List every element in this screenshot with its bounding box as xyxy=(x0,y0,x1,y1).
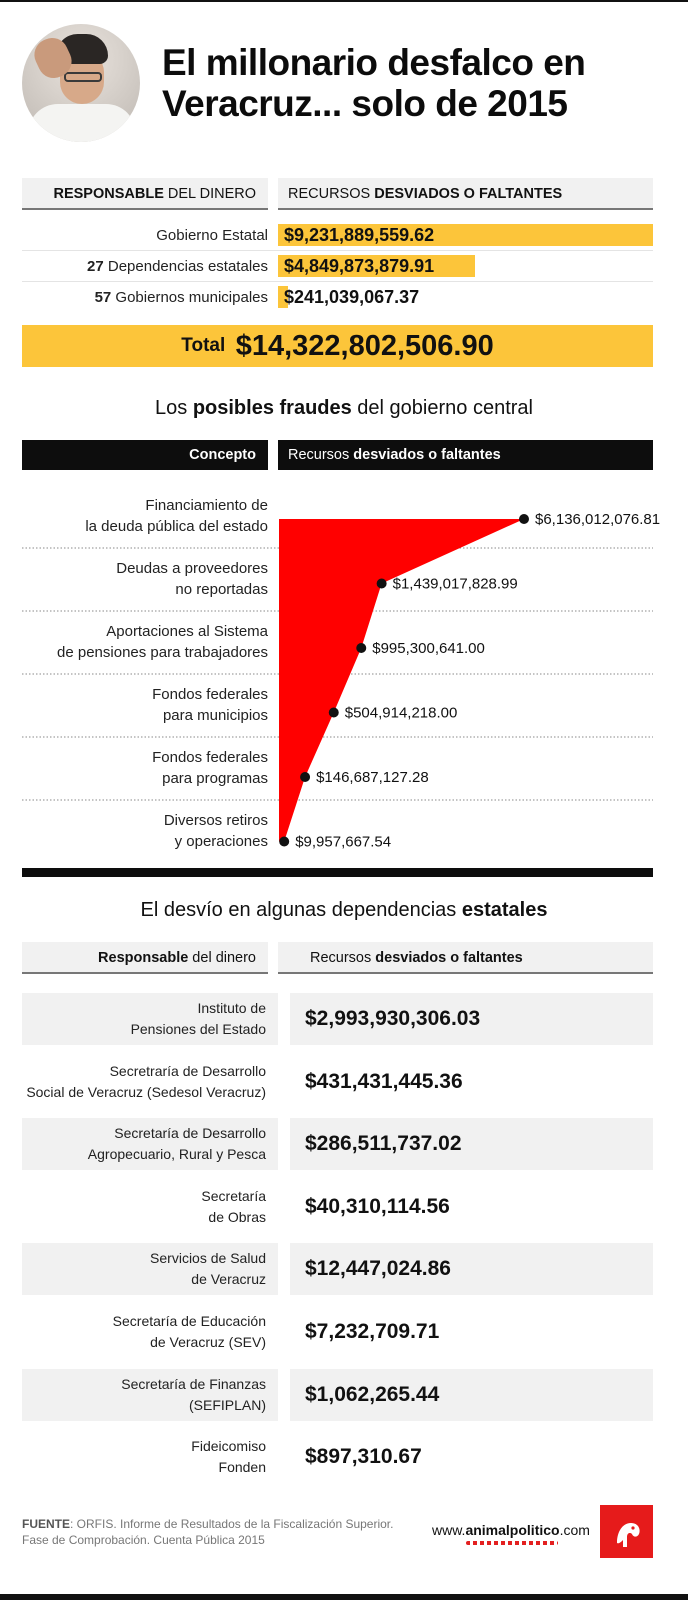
dependencia-value: $897,310.67 xyxy=(305,1445,422,1469)
data-point xyxy=(356,643,366,653)
t1-row-value: $9,231,889,559.62 xyxy=(284,225,435,245)
category-label: Financiamiento de la deuda pública del estado xyxy=(85,497,268,535)
total-label: Total xyxy=(181,335,226,356)
dependencia-label: Fideicomiso Fonden xyxy=(191,1438,266,1476)
source-note: FUENTE: ORFIS. Informe de Resultados de la Fiscalización Superior. Fase de Comprobación. Cuenta Pública 2015 xyxy=(22,1517,394,1547)
site-url[interactable]: www.animalpolitico.com xyxy=(432,1522,590,1538)
section-separator xyxy=(22,868,653,877)
dependencia-value: $286,511,737.02 xyxy=(290,1118,653,1170)
data-label: $1,439,017,828.99 xyxy=(392,575,518,593)
dependencia-value: $12,447,024.86 xyxy=(290,1243,653,1295)
t1-row-label: 57 Gobiernos municipales xyxy=(94,289,268,306)
data-label: $6,136,012,076.81 xyxy=(535,511,661,528)
data-label: $146,687,127.28 xyxy=(316,769,429,786)
t1-row xyxy=(22,220,653,251)
fraud-area xyxy=(279,519,524,842)
t3-header-recursos: Recursos desviados o faltantes xyxy=(278,942,653,974)
person-photo xyxy=(22,24,140,142)
animal-politico-logo-icon[interactable] xyxy=(600,1505,653,1558)
category-label: Diversos retiros y operaciones xyxy=(163,812,268,850)
fraud-chart xyxy=(0,470,688,868)
dependencia-value: $1,062,265.44 xyxy=(290,1369,653,1421)
dependencia-label: Instituto de Pensiones del Estado xyxy=(22,993,278,1045)
category-label: Aportaciones al Sistema de pensiones para trabajadores xyxy=(57,623,268,661)
t1-row xyxy=(22,251,653,282)
total-value: $14,322,802,506.90 xyxy=(235,330,494,362)
category-label: Fondos federales para municipios xyxy=(152,686,268,724)
t1-row-label: Gobierno Estatal xyxy=(156,227,268,244)
data-point xyxy=(329,708,339,718)
t1-header-responsable: RESPONSABLE DEL DINERO xyxy=(22,178,268,210)
section2-title: Los posibles fraudes del gobierno central xyxy=(155,397,533,419)
page-title xyxy=(162,42,662,124)
dependencia-label: Secretaría de Finanzas (SEFIPLAN) xyxy=(22,1369,278,1421)
title-line-1: El millonario desfalco en xyxy=(162,42,586,83)
section3-title: El desvío en algunas dependencias estatales xyxy=(140,899,548,921)
category-label: Fondos federales para programas xyxy=(152,749,268,787)
t3-header-responsable: Responsable del dinero xyxy=(22,942,268,974)
dependencia-value: $431,431,445.36 xyxy=(305,1069,463,1093)
t1-row-label: 27 Dependencias estatales xyxy=(87,258,268,275)
top-rule xyxy=(0,0,688,2)
data-point xyxy=(279,837,289,847)
dependencia-label: Secretaría de Obras xyxy=(201,1187,266,1225)
dependencia-label: Servicios de Salud de Veracruz xyxy=(22,1243,278,1295)
t1-row xyxy=(22,282,653,313)
data-point xyxy=(300,772,310,782)
data-label: $9,957,667.54 xyxy=(295,833,392,851)
dependencia-value: $7,232,709.71 xyxy=(305,1320,440,1343)
t2-header-recursos: Recursos desviados o faltantes xyxy=(278,440,653,470)
dependencia-label: Secretaría de Educación de Veracruz (SEV) xyxy=(112,1313,266,1350)
bottom-rule xyxy=(0,1594,688,1600)
data-label: $995,300,641.00 xyxy=(372,640,485,657)
site-underline xyxy=(466,1541,558,1545)
dependencia-label: Secretaría de Desarrollo Agropecuario, Rural y Pesca xyxy=(22,1118,278,1170)
data-label: $504,914,218.00 xyxy=(344,704,458,722)
t1-header-recursos: RECURSOS DESVIADOS O FALTANTES xyxy=(278,178,653,210)
dependencia-value: $2,993,930,306.03 xyxy=(290,993,653,1045)
total-bar xyxy=(22,325,653,367)
title-line-2: Veracruz... solo de 2015 xyxy=(162,83,568,124)
data-point xyxy=(377,579,387,589)
dependencia-label: Secretraría de Desarrollo Social de Veracruz (Sedesol Veracruz) xyxy=(26,1062,266,1100)
t2-header-concepto: Concepto xyxy=(22,440,268,470)
dependencia-value: $40,310,114.56 xyxy=(305,1194,450,1218)
data-point xyxy=(519,514,529,524)
t1-row-value: $4,849,873,879.91 xyxy=(284,256,435,276)
t1-row-value: $241,039,067.37 xyxy=(284,287,420,307)
category-label: Deudas a proveedores no reportadas xyxy=(116,560,268,598)
